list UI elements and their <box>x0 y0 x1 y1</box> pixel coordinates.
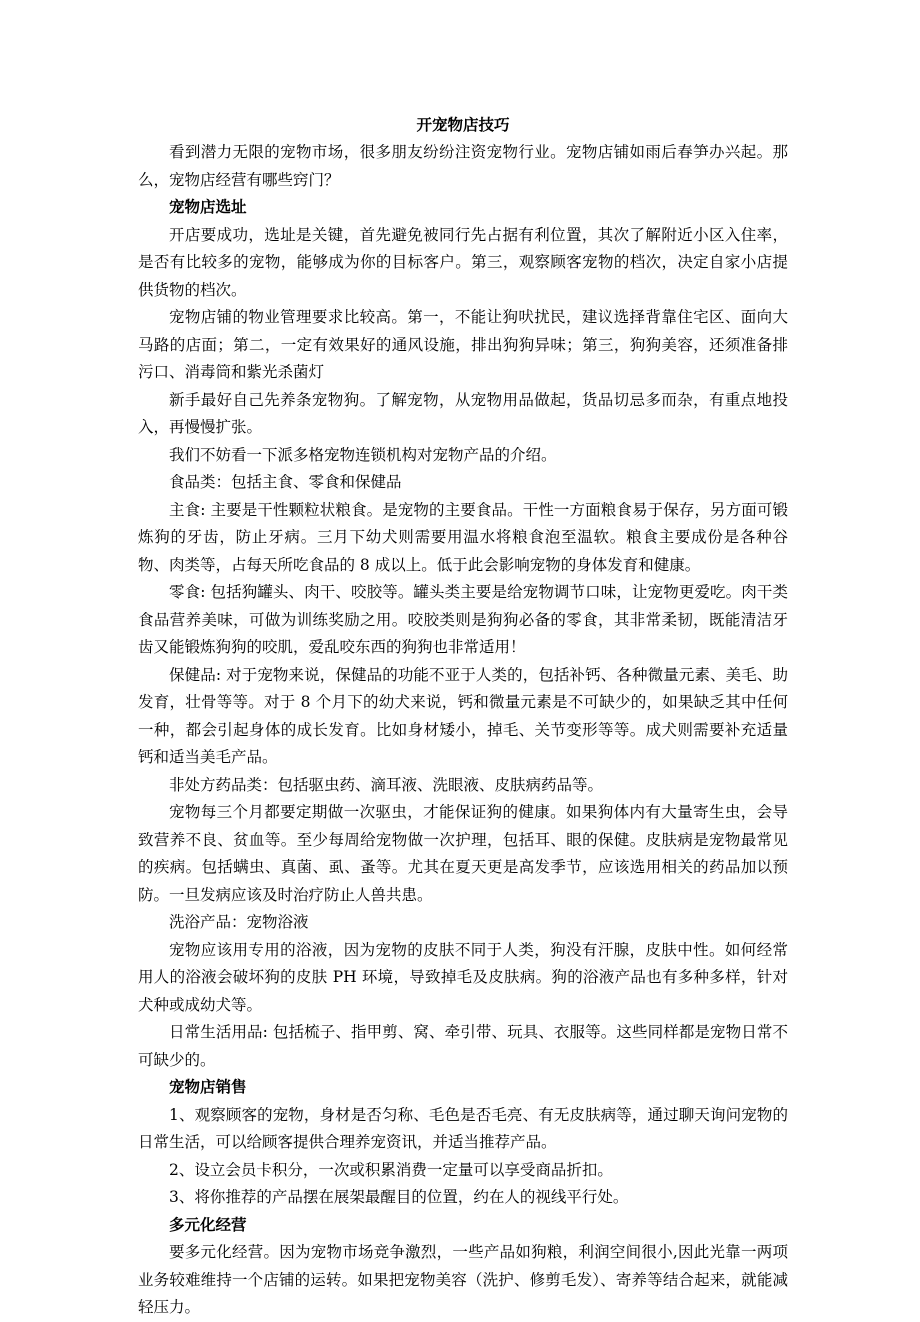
body-paragraph: 食品类：包括主食、零食和保健品 <box>169 473 402 491</box>
body-paragraph: 1、观察顾客的宠物，身材是否匀称、毛色是否毛亮、有无皮肤病等，通过聊天询问宠物的日常生活，可以给顾客提供合理养宠资讯，并适当推荐产品。 <box>138 1105 788 1151</box>
document-page <box>138 112 788 1322</box>
body-paragraph: 要多元化经营。因为宠物市场竞争激烈，一些产品如狗粮，利润空间很小,因此光靠一两项业务较难维持一个店铺的运转。如果把宠物美容（洗护、修剪毛发）、寄养等结合起来，就能减轻压力。 <box>138 1243 788 1316</box>
section-heading-sales: 宠物店销售 <box>169 1078 247 1096</box>
body-paragraph: 主食: 主要是干性颗粒状粮食。是宠物的主要食品。干性一方面粮食易于保存，另方面可锻炼狗的牙齿，防止牙病。三月下幼犬则需要用温水将粮食泡至温软。粮食主要成份是各种谷物、肉类等，占每天所吃食品的 8 成以上。低于此会影响宠物的身体发育和健康。 <box>138 500 788 574</box>
document-title: 开宠物店技巧 <box>416 116 510 134</box>
section-heading-diversified: 多元化经营 <box>169 1215 247 1234</box>
body-paragraph: 3、将你推荐的产品摆在展架最醒目的位置，约在人的视线平行处。 <box>169 1188 629 1206</box>
body-paragraph: 2、设立会员卡积分，一次或积累消费一定量可以享受商品折扣。 <box>169 1160 613 1179</box>
body-paragraph: 宠物每三个月都要定期做一次驱虫，才能保证狗的健康。如果狗体内有大量寄生虫，会导致营养不良、贫血等。至少每周给宠物做一次护理，包括耳、眼的保健。皮肤病是宠物最常见的疾病。包括螨虫、真菌、虱、蚤等。尤其在夏天更是高发季节，应该选用相关的药品加以预防。一旦发病应该及时治疗防止人兽共患。 <box>138 803 788 904</box>
body-paragraph: 宠物店铺的物业管理要求比较高。第一，不能让狗吠扰民，建议选择背靠住宅区、面向大马路的店面；第二，一定有效果好的通风设施，排出狗狗异味；第三，狗狗美容，还须准备排污口、消毒筒和紫光杀菌灯 <box>138 308 788 381</box>
body-paragraph: 我们不妨看一下派多格宠物连锁机构对宠物产品的介绍。 <box>169 445 557 464</box>
body-paragraph: 非处方药品类：包括驱虫药、滴耳液、洗眼液、皮肤病药品等。 <box>169 775 604 794</box>
body-paragraph: 零食: 包括狗罐头、肉干、咬胶等。罐头类主要是给宠物调节口味，让宠物更爱吃。肉干类食品营养美味，可做为训练奖励之用。咬胶类则是狗狗必备的零食，其非常柔韧，既能清洁牙齿又能锻炼狗狗的咬肌，爱乱咬东西的狗狗也非常适用！ <box>138 583 788 656</box>
body-paragraph: 开店要成功，选址是关键，首先避免被同行先占据有利位置，其次了解附近小区入住率，是否有比较多的宠物，能够成为你的目标客户。第三，观察顾客宠物的档次，决定自家小店提供货物的档次。 <box>138 225 788 299</box>
body-paragraph: 新手最好自己先养条宠物狗。了解宠物，从宠物用品做起，货品切忌多而杂，有重点地投入，再慢慢扩张。 <box>138 390 788 436</box>
section-heading-location: 宠物店选址 <box>169 198 247 216</box>
body-paragraph: 宠物应该用专用的浴液，因为宠物的皮肤不同于人类，狗没有汗腺，皮肤中性。如何经常用人的浴液会破坏狗的皮肤 PH 环境，导致掉毛及皮肤病。狗的浴液产品也有多种多样，针对犬种或成幼犬等。 <box>138 940 788 1014</box>
body-paragraph: 日常生活用品: 包括梳子、指甲剪、窝、牵引带、玩具、衣服等。这些同样都是宠物日常不可缺少的。 <box>138 1023 788 1069</box>
intro-paragraph: 看到潜力无限的宠物市场，很多朋友纷纷注资宠物行业。宠物店铺如雨后春笋办兴起。那么，宠物店经营有哪些窍门？ <box>138 143 788 189</box>
body-paragraph: 洗浴产品：宠物浴液 <box>169 913 309 931</box>
body-paragraph: 保健品: 对于宠物来说，保健品的功能不亚于人类的，包括补钙、各种微量元素、美毛、助发育，壮骨等等。对于 8 个月下的幼犬来说，钙和微量元素是不可缺少的，如果缺乏其中任何一种，都会引起身体的成长发育。比如身材矮小，掉毛、关节变形等等。成犬则需要补充适量钙和适当美毛产品。 <box>138 665 788 766</box>
